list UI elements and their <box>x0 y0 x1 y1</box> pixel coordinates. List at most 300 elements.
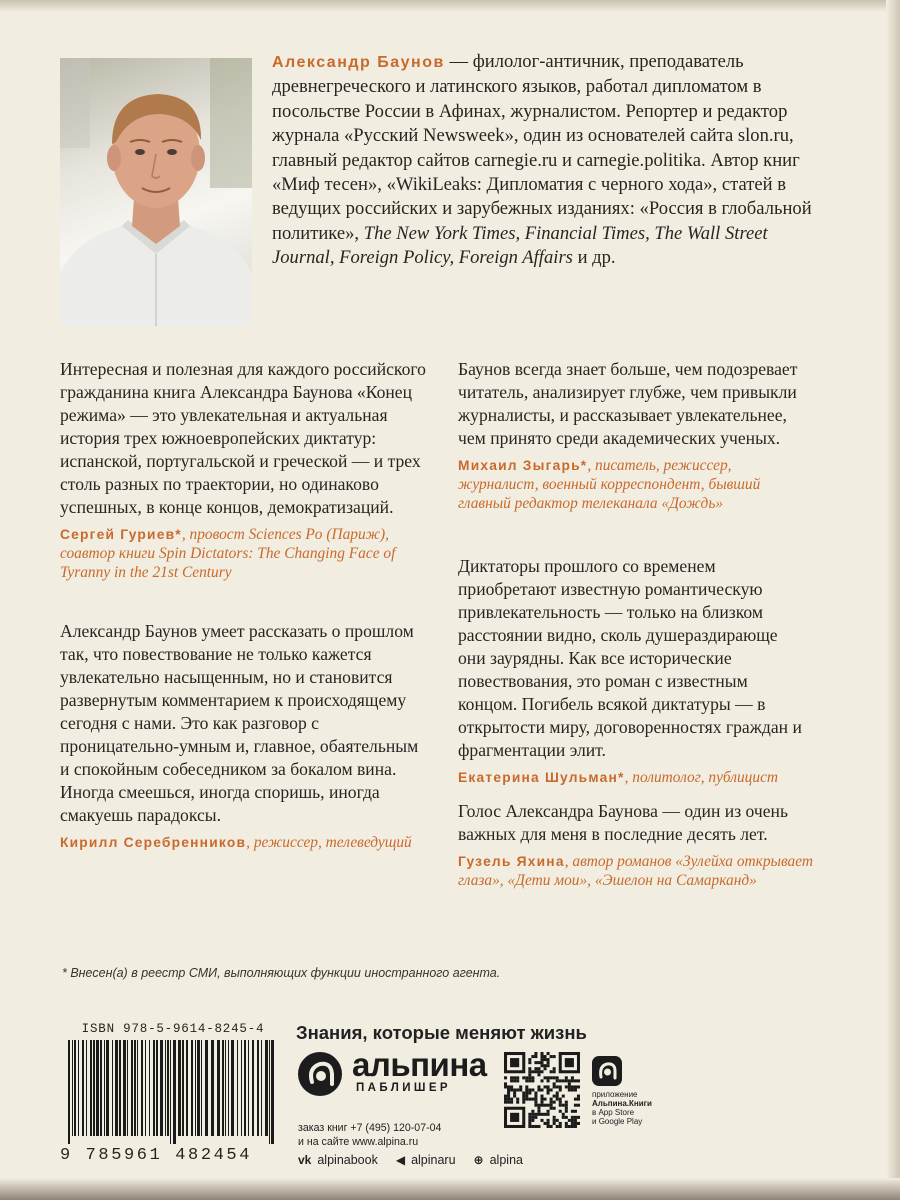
qr-module <box>574 1079 577 1082</box>
quote-author-role: , режиссер, телеведущий <box>246 834 412 851</box>
qr-module <box>559 1079 562 1082</box>
qr-module <box>547 1092 550 1095</box>
barcode-bar <box>145 1040 146 1136</box>
barcode-bar <box>191 1040 193 1136</box>
qr-module <box>504 1085 507 1088</box>
qr-module <box>534 1101 537 1104</box>
qr-module <box>528 1070 531 1073</box>
qr-module <box>547 1079 550 1082</box>
qr-module <box>553 1107 556 1110</box>
quote-attribution <box>458 852 818 890</box>
qr-module <box>544 1085 547 1088</box>
barcode-bar <box>82 1040 84 1136</box>
barcode-bar <box>72 1040 73 1136</box>
qr-module <box>540 1070 543 1073</box>
social-site <box>474 1153 523 1167</box>
barcode-bar <box>170 1040 171 1144</box>
quote-author: Гузель Яхина <box>458 854 565 869</box>
qr-module <box>550 1088 553 1091</box>
qr-module <box>547 1085 550 1088</box>
qr-module <box>556 1125 559 1128</box>
qr-module <box>553 1095 556 1098</box>
barcode-bar <box>93 1040 95 1136</box>
barcode-bar <box>115 1040 118 1136</box>
cover-right-edge <box>886 0 900 1200</box>
barcode-bar <box>149 1040 150 1136</box>
order-phone: заказ книг +7 (495) 120-07-04 <box>298 1122 442 1134</box>
qr-module <box>565 1116 568 1119</box>
qr-module <box>550 1076 553 1079</box>
qr-module <box>574 1119 577 1122</box>
qr-module <box>531 1119 534 1122</box>
qr-module <box>531 1076 534 1079</box>
qr-module <box>534 1095 537 1098</box>
publisher-brand: альпина <box>352 1046 487 1083</box>
barcode-bar <box>90 1040 92 1136</box>
qr-module <box>525 1095 528 1098</box>
barcode-bars <box>68 1040 278 1144</box>
barcode-bar <box>127 1040 128 1136</box>
qr-module <box>528 1119 531 1122</box>
qr-module <box>504 1095 507 1098</box>
qr-module <box>577 1122 580 1125</box>
qr-module <box>559 1098 562 1101</box>
barcode-bar <box>186 1040 188 1136</box>
qr-module <box>574 1098 577 1101</box>
qr-module <box>553 1070 556 1073</box>
barcode-bar <box>211 1040 214 1136</box>
app-line: Альпина.Книги <box>592 1099 652 1108</box>
social-links <box>298 1153 523 1167</box>
barcode-bar <box>205 1040 208 1136</box>
qr-module <box>516 1076 519 1079</box>
qr-module <box>547 1122 550 1125</box>
qr-module <box>522 1095 525 1098</box>
qr-module <box>574 1125 577 1128</box>
barcode-bar <box>123 1040 126 1136</box>
qr-module <box>550 1101 553 1104</box>
barcode-bar <box>119 1040 121 1136</box>
quote-text: Александр Баунов умеет рассказать о прошлом так, что повествование не только кажется увлекательно насыщенным, но и становится развернутым комментарием к происходящему сегодня с нами. Это как разговор с проницательно-умным и, главное, обаятельным и спокойным собеседником за бокалом вина. Иногда смеешься, иногда споришь, иногда смакуешь парадоксы. <box>60 621 419 825</box>
qr-module <box>544 1113 547 1116</box>
qr-module <box>531 1079 534 1082</box>
qr-module <box>531 1088 534 1091</box>
qr-module <box>550 1104 553 1107</box>
qr-module <box>565 1058 574 1067</box>
review-quote <box>458 800 818 890</box>
app-store-info <box>592 1090 682 1126</box>
qr-module <box>577 1085 580 1088</box>
isbn-barcode <box>60 1022 286 1172</box>
qr-module <box>540 1119 543 1122</box>
qr-module <box>568 1088 571 1091</box>
qr-module <box>528 1079 531 1082</box>
qr-module <box>537 1067 540 1070</box>
qr-module <box>504 1101 507 1104</box>
qr-module <box>565 1104 568 1107</box>
qr-module <box>537 1110 540 1113</box>
qr-module <box>556 1085 559 1088</box>
qr-module <box>556 1092 559 1095</box>
barcode-bar <box>182 1040 184 1136</box>
qr-module <box>562 1104 565 1107</box>
qr-module <box>556 1119 559 1122</box>
qr-module <box>550 1070 553 1073</box>
qr-module <box>528 1125 531 1128</box>
qr-module <box>504 1076 507 1079</box>
qr-module <box>559 1122 562 1125</box>
barcode-bar <box>104 1040 105 1136</box>
qr-module <box>531 1098 534 1101</box>
qr-module <box>540 1101 543 1104</box>
qr-module <box>571 1119 574 1122</box>
qr-module <box>531 1070 534 1073</box>
qr-module <box>504 1098 507 1101</box>
qr-module <box>556 1098 559 1101</box>
qr-module <box>568 1125 571 1128</box>
social-label: alpinaru <box>411 1153 456 1167</box>
barcode-bar <box>131 1040 133 1136</box>
qr-module <box>507 1085 510 1088</box>
qr-module <box>553 1101 556 1104</box>
barcode-bar <box>265 1040 268 1136</box>
quote-text: Баунов всегда знает больше, чем подозревает читатель, анализирует глубже, чем привыкли журналисты, и рассказывает увлекательнее, чем принято среди академических ученых. <box>458 359 798 448</box>
qr-module <box>559 1110 562 1113</box>
qr-module <box>516 1079 519 1082</box>
review-quote <box>60 620 432 852</box>
barcode-bar <box>86 1040 87 1136</box>
qr-module <box>547 1088 550 1091</box>
qr-module <box>571 1076 574 1079</box>
qr-module <box>525 1076 528 1079</box>
alpina-app-icon <box>592 1056 622 1086</box>
barcode-bar <box>228 1040 229 1136</box>
qr-module <box>556 1079 559 1082</box>
quote-attribution <box>458 456 808 513</box>
author-bio-tail: и др. <box>572 247 616 269</box>
qr-module <box>556 1076 559 1079</box>
barcode-bar <box>237 1040 238 1136</box>
qr-module <box>537 1107 540 1110</box>
quote-author: Михаил Зыгарь* <box>458 458 588 473</box>
qr-module <box>528 1122 531 1125</box>
qr-module <box>516 1098 519 1101</box>
qr-module <box>540 1088 543 1091</box>
qr-module <box>528 1058 531 1061</box>
qr-module <box>528 1073 531 1076</box>
qr-module <box>568 1085 571 1088</box>
qr-module <box>537 1104 540 1107</box>
qr-module <box>534 1055 537 1058</box>
vk-icon: vk <box>298 1153 312 1167</box>
qr-module <box>510 1113 519 1122</box>
qr-module <box>550 1125 553 1128</box>
qr-module <box>528 1092 531 1095</box>
qr-module <box>522 1098 525 1101</box>
qr-module <box>513 1079 516 1082</box>
qr-module <box>568 1082 571 1085</box>
isbn-number: ISBN 978-5-9614-8245-4 <box>81 1022 265 1036</box>
qr-module <box>547 1104 550 1107</box>
barcode-bar <box>252 1040 254 1136</box>
qr-module <box>534 1092 537 1095</box>
qr-module <box>565 1085 568 1088</box>
review-quote <box>458 555 808 787</box>
social-telegram <box>396 1153 456 1167</box>
qr-module <box>544 1055 547 1058</box>
qr-module <box>534 1113 537 1116</box>
qr-module <box>562 1116 565 1119</box>
qr-module <box>571 1110 574 1113</box>
qr-module <box>571 1079 574 1082</box>
ean-digits: 9 785961 482454 <box>60 1146 253 1165</box>
barcode-bar <box>241 1040 242 1136</box>
barcode-bar <box>137 1040 138 1136</box>
qr-module <box>562 1113 565 1116</box>
qr-module <box>510 1058 519 1067</box>
quote-author-role: , автор романов «Зулейха открывает глаза», «Дети мои», «Эшелон на Самарканд» <box>458 853 813 889</box>
qr-module <box>547 1064 550 1067</box>
qr-module <box>531 1116 534 1119</box>
qr-module <box>534 1070 537 1073</box>
qr-module <box>574 1122 577 1125</box>
qr-module <box>537 1113 540 1116</box>
qr-module <box>550 1107 553 1110</box>
alpina-logo-icon <box>298 1052 342 1096</box>
qr-module <box>540 1104 543 1107</box>
qr-module <box>525 1079 528 1082</box>
qr-module <box>540 1052 543 1055</box>
qr-module <box>559 1104 562 1107</box>
qr-module <box>553 1076 556 1079</box>
publisher-brand-subtitle: ПАБЛИШЕР <box>356 1082 451 1094</box>
barcode-bar <box>201 1040 202 1136</box>
app-line: приложение <box>592 1090 638 1099</box>
qr-module <box>534 1104 537 1107</box>
qr-module <box>510 1098 513 1101</box>
quote-text: Диктаторы прошлого со временем приобретают известную романтическую привлекательность — только на близком расстоянии видно, сколь душераздирающе они заурядны. Как все исторические повествования, это роман с известным концом. Погибель всякой диктатуры — в открытости миру, договоренностях граждан и фрагментации элит. <box>458 556 802 760</box>
qr-module <box>534 1052 537 1055</box>
qr-module <box>577 1116 580 1119</box>
qr-module <box>525 1092 528 1095</box>
order-info <box>298 1122 441 1149</box>
qr-module <box>547 1119 550 1122</box>
app-line: и Google Play <box>592 1117 643 1126</box>
qr-module <box>540 1079 543 1082</box>
qr-module <box>507 1092 510 1095</box>
qr-module <box>553 1085 556 1088</box>
quote-attribution <box>458 768 808 787</box>
qr-module <box>537 1061 540 1064</box>
qr-module <box>571 1088 574 1091</box>
qr-module <box>534 1125 537 1128</box>
qr-module <box>571 1125 574 1128</box>
qr-module <box>547 1113 550 1116</box>
qr-module <box>577 1098 580 1101</box>
qr-module <box>562 1095 565 1098</box>
barcode-bar <box>248 1040 249 1136</box>
qr-module <box>510 1101 513 1104</box>
qr-module <box>534 1116 537 1119</box>
app-line: в App Store <box>592 1108 635 1117</box>
qr-module <box>553 1067 556 1070</box>
qr-module <box>568 1119 571 1122</box>
qr-module <box>531 1055 534 1058</box>
qr-module <box>547 1076 550 1079</box>
qr-module <box>550 1098 553 1101</box>
qr-module <box>544 1076 547 1079</box>
qr-module <box>553 1055 556 1058</box>
qr-module <box>540 1098 543 1101</box>
author-photo <box>60 58 252 326</box>
barcode-bar <box>134 1040 136 1136</box>
qr-module <box>525 1098 528 1101</box>
qr-module <box>544 1098 547 1101</box>
qr-module <box>507 1088 510 1091</box>
barcode-bar <box>167 1040 169 1136</box>
barcode-bar <box>271 1040 274 1144</box>
quote-text: Голос Александра Баунова — один из очень важных для меня в последние десять лет. <box>458 801 788 844</box>
quote-text: Интересная и полезная для каждого российского гражданина книга Александра Баунова «Конец режима» — это увлекательная и актуальная история трех южноевропейских диктатур: испанской, португальской и греческой — и трех столь разных по траектории, но одинаково успешных, в конце концов, демократизаций. <box>60 359 426 517</box>
qr-module <box>537 1070 540 1073</box>
barcode-bar <box>225 1040 226 1136</box>
qr-module <box>565 1101 568 1104</box>
barcode-bar <box>195 1040 196 1136</box>
qr-module <box>565 1076 568 1079</box>
barcode-bar <box>68 1040 70 1144</box>
qr-module <box>507 1101 510 1104</box>
qr-module <box>571 1122 574 1125</box>
qr-module <box>504 1082 507 1085</box>
barcode-bar <box>96 1040 99 1136</box>
qr-code <box>504 1052 580 1128</box>
barcode-bar <box>178 1040 181 1136</box>
barcode-bar <box>160 1040 163 1136</box>
barcode-bar <box>74 1040 76 1136</box>
qr-module <box>562 1079 565 1082</box>
barcode-bar <box>78 1040 79 1136</box>
qr-module <box>540 1113 543 1116</box>
qr-module <box>528 1076 531 1079</box>
qr-module <box>571 1116 574 1119</box>
qr-module <box>531 1110 534 1113</box>
qr-module <box>547 1125 550 1128</box>
author-bio <box>272 50 832 271</box>
barcode-bar <box>100 1040 102 1136</box>
qr-module <box>522 1076 525 1079</box>
qr-module <box>553 1119 556 1122</box>
author-name: Александр Баунов <box>272 54 445 71</box>
qr-module <box>577 1095 580 1098</box>
qr-module <box>537 1073 540 1076</box>
cover-bottom-edge <box>0 1178 900 1200</box>
qr-module <box>507 1095 510 1098</box>
barcode-bar <box>197 1040 200 1136</box>
qr-module <box>574 1104 577 1107</box>
barcode-bar <box>165 1040 166 1136</box>
qr-module <box>540 1095 543 1098</box>
barcode-bar <box>153 1040 155 1136</box>
qr-module <box>528 1061 531 1064</box>
quote-author: Екатерина Шульман* <box>458 770 625 785</box>
qr-module <box>547 1058 550 1061</box>
qr-module <box>544 1104 547 1107</box>
qr-module <box>565 1079 568 1082</box>
qr-module <box>577 1079 580 1082</box>
qr-module <box>513 1088 516 1091</box>
qr-module <box>565 1125 568 1128</box>
review-quote <box>60 358 435 582</box>
qr-module <box>574 1088 577 1091</box>
review-quote <box>458 358 808 513</box>
qr-module <box>516 1101 519 1104</box>
quote-attribution <box>60 833 432 852</box>
barcode-bar <box>112 1040 113 1136</box>
qr-module <box>516 1088 519 1091</box>
qr-module <box>559 1101 562 1104</box>
barcode-bar <box>261 1040 262 1136</box>
qr-module <box>559 1088 562 1091</box>
qr-module <box>574 1110 577 1113</box>
qr-module <box>574 1085 577 1088</box>
barcode-bar <box>257 1040 259 1136</box>
barcode-bar <box>217 1040 220 1136</box>
qr-module <box>537 1125 540 1128</box>
qr-module <box>553 1122 556 1125</box>
quote-author-role: , политолог, публицист <box>624 769 779 786</box>
barcode-bar <box>156 1040 158 1136</box>
qr-module <box>534 1098 537 1101</box>
qr-module <box>547 1110 550 1113</box>
quote-author: Кирилл Серебренников <box>60 835 247 850</box>
qr-module <box>577 1104 580 1107</box>
qr-module <box>534 1067 537 1070</box>
qr-module <box>528 1113 531 1116</box>
qr-module <box>525 1088 528 1091</box>
qr-module <box>553 1082 556 1085</box>
barcode-bar <box>106 1040 109 1136</box>
qr-module <box>540 1058 543 1061</box>
qr-module <box>513 1076 516 1079</box>
qr-module <box>534 1061 537 1064</box>
barcode-bar <box>269 1040 270 1144</box>
qr-module <box>510 1076 513 1079</box>
author-bio-text: — филолог-античник, преподаватель древнегреческого и латинского языков, работал дипломатом в посольстве России в Афинах, журналистом. Репортер и редактор журнала «Русский Newsweek», один из основателей сайта slon.ru, главный редактор сайтов carnegie.ru и carnegie.politika. Автор книг «Миф тесен», «WikiLeaks: Дипломатия с черного хода», статей в ведущих российских и зарубежных изданиях: «Россия в глобальной политике», <box>272 51 812 244</box>
qr-module <box>531 1113 534 1116</box>
social-vk <box>298 1153 378 1167</box>
qr-module <box>510 1085 513 1088</box>
qr-module <box>537 1085 540 1088</box>
qr-module <box>544 1064 547 1067</box>
barcode-bar <box>231 1040 234 1136</box>
barcode-bar <box>222 1040 224 1136</box>
plus-circle-icon: ⊕ <box>473 1153 484 1167</box>
qr-module <box>547 1052 550 1055</box>
qr-module <box>574 1116 577 1119</box>
order-website: и на сайте www.alpina.ru <box>298 1135 419 1148</box>
qr-module <box>519 1088 522 1091</box>
social-label: alpinabook <box>317 1153 378 1167</box>
qr-module <box>559 1085 562 1088</box>
barcode-bar <box>141 1040 143 1136</box>
qr-module <box>528 1067 531 1070</box>
quote-author-role: , провост Sciences Po (Париж), соавтор книги Spin Dictators: The Changing Face of Tyranny in the 21st Century <box>60 526 396 581</box>
qr-module <box>519 1085 522 1088</box>
qr-module <box>553 1116 556 1119</box>
qr-module <box>540 1064 543 1067</box>
telegram-icon: ◀ <box>395 1153 406 1167</box>
foreign-agent-footnote: * Внесен(а) в реестр СМИ, выполняющих функции иностранного агента. <box>62 966 501 980</box>
